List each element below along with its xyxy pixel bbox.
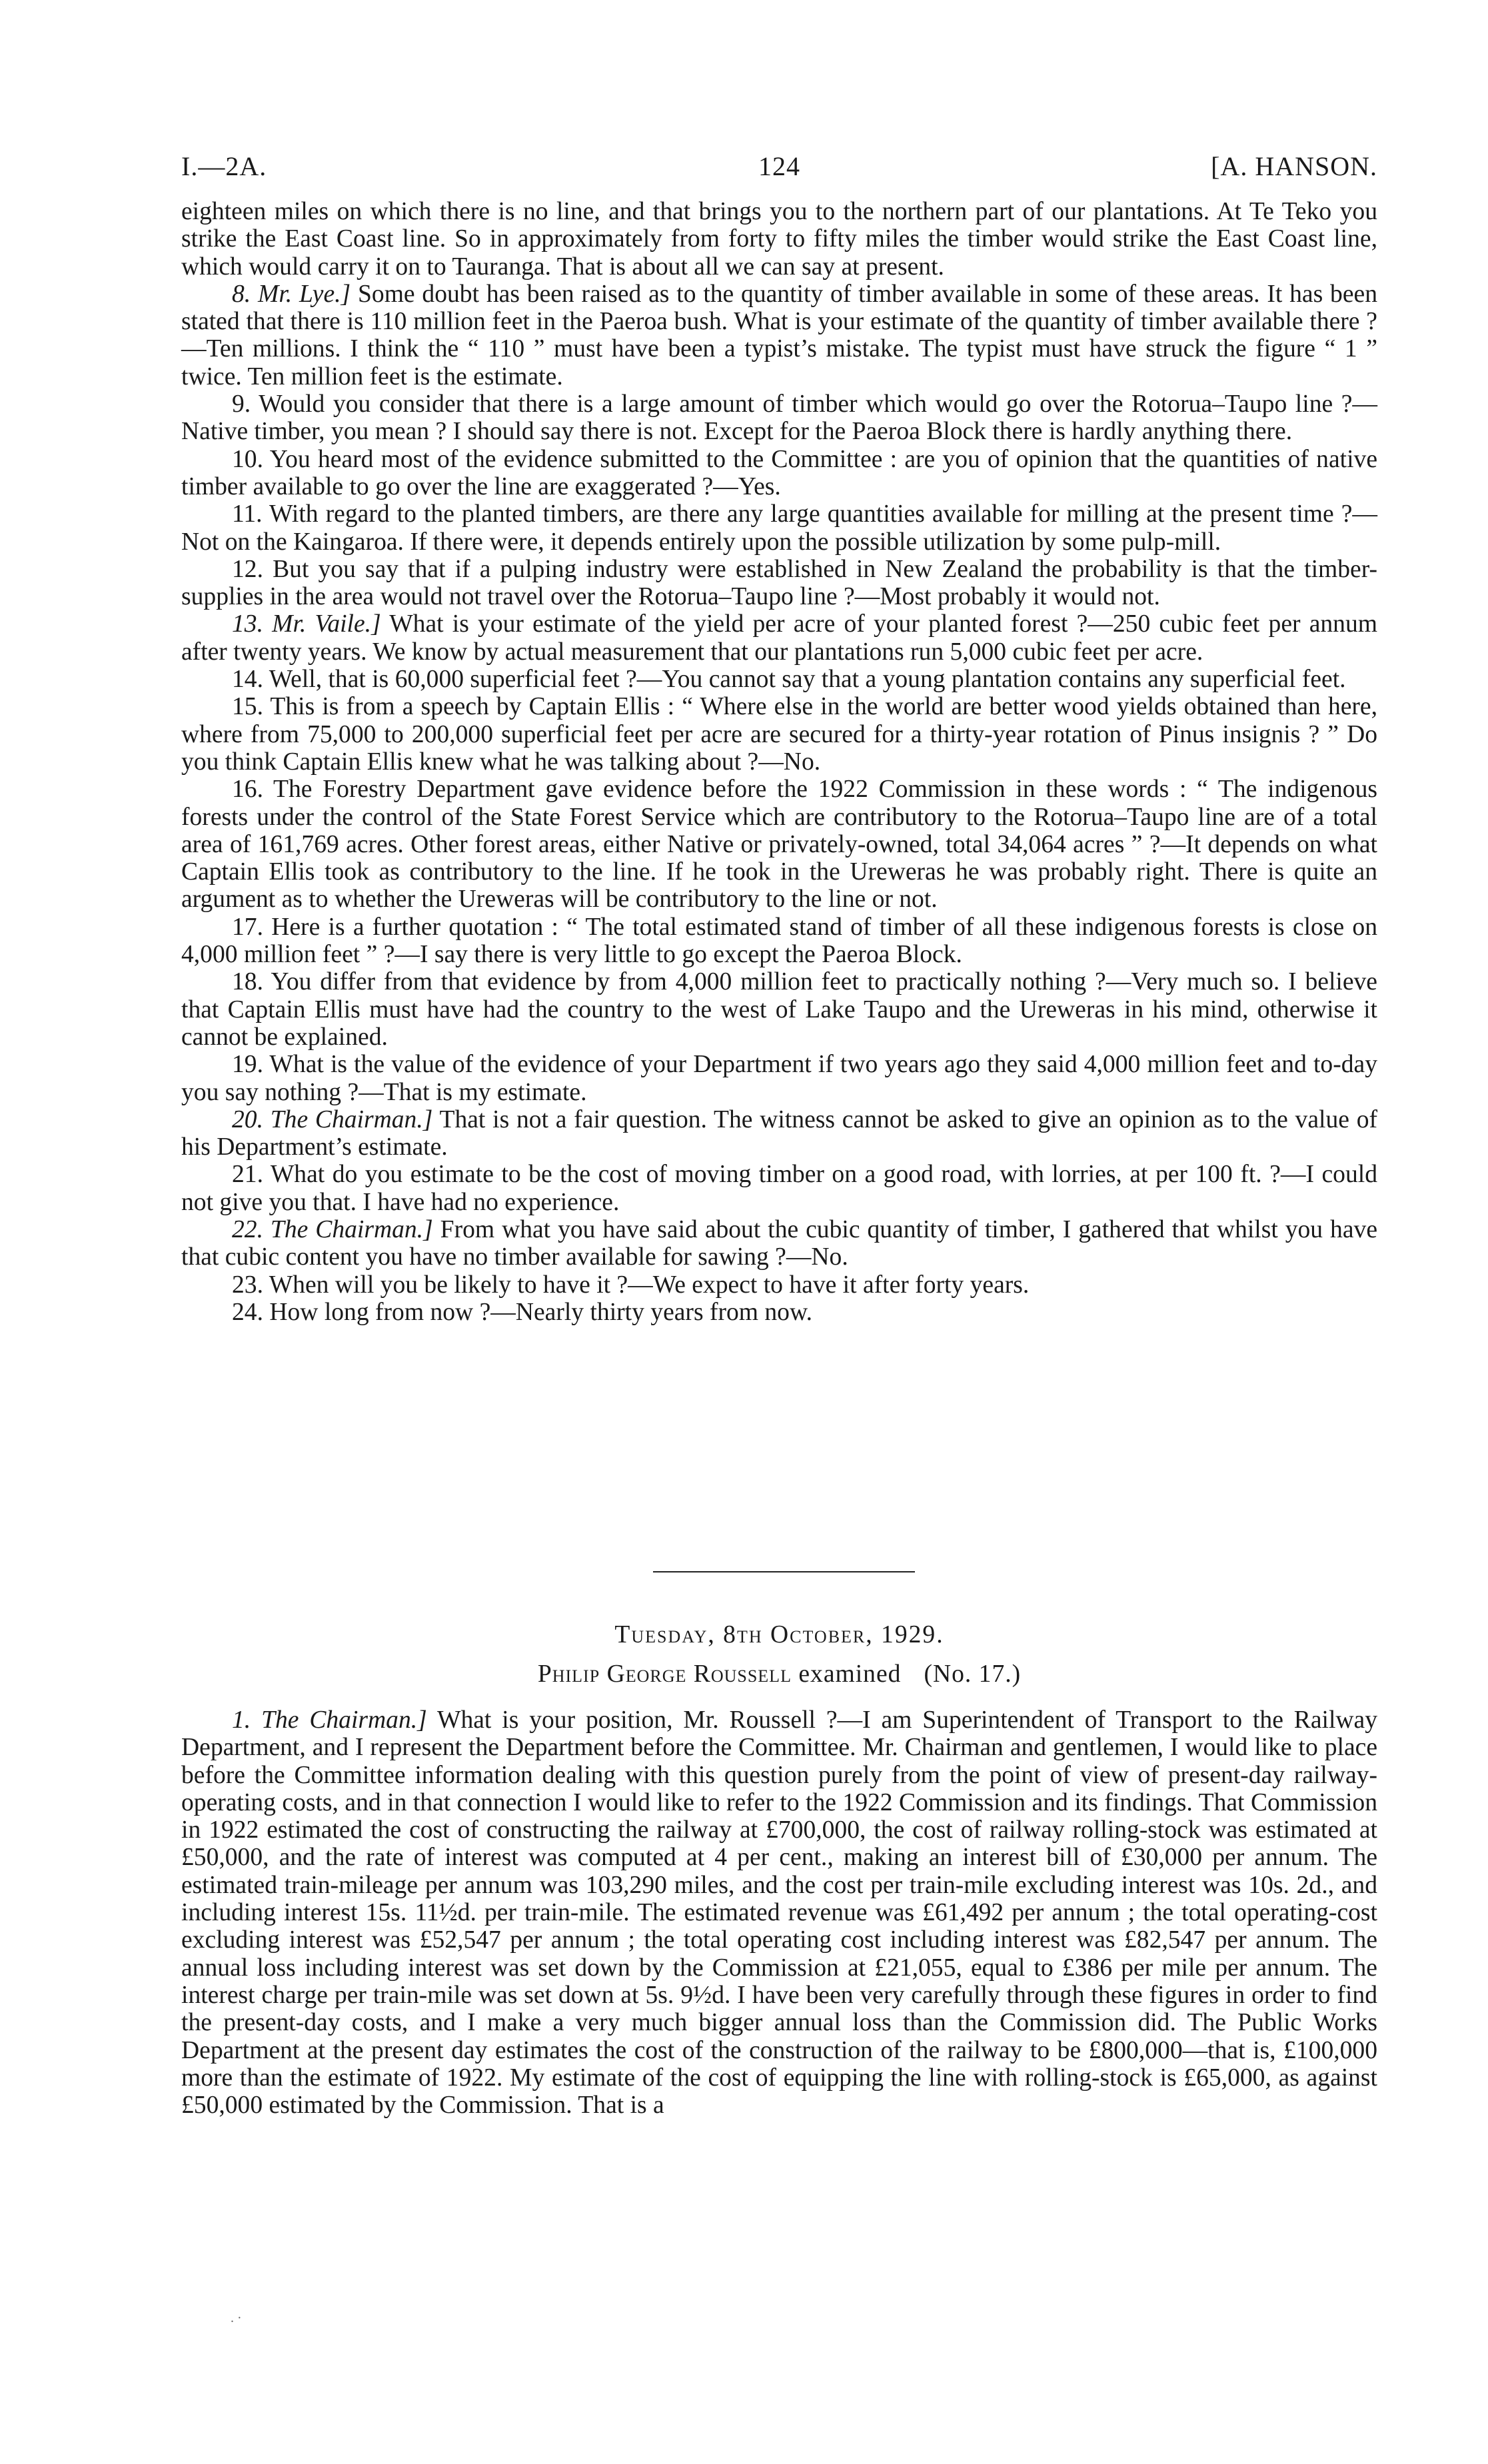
speaker-label: 8. Mr. Lye.] [232, 280, 351, 308]
paragraph [181, 914, 1377, 969]
speaker-label: 13. Mr. Vaile.] [232, 610, 381, 638]
paragraph-text: 23. When will you be likely to have it ?—We expect to have it after forty years. [232, 1271, 1030, 1299]
paragraph [181, 693, 1377, 776]
paragraph-text: 19. What is the value of the evidence of your Department if two years ago they said 4,000 million feet and to-day you say nothing ?—That is my estimate. [181, 1051, 1377, 1106]
speaker-label: 1. The Chairman.] [232, 1706, 427, 1734]
examined-label: examined [798, 1660, 902, 1688]
paragraph-text: That is not a fair question. The witness cannot be asked to give an opinion as to the value of his Department’s estimate. [181, 1105, 1378, 1161]
paragraph-text: 10. You heard most of the evidence submitted to the Committee : are you of opinion that the quantities of native timber available to go over the line are exaggerated ?—Yes. [181, 445, 1377, 500]
paragraph-text: 11. With regard to the planted timbers, are there any large quantities available for milling at the present time ?—Not on the Kaingaroa. If there were, it depends entirely upon the possible utilization by some pulp-mill. [181, 500, 1377, 556]
paragraph [181, 198, 1377, 281]
paragraph-text: 17. Here is a further quotation : “ The total estimated stand of timber of all these indigenous forests is close on 4,000 million feet ” ?—I say there is very little to go except the Paeroa Block. [181, 913, 1377, 969]
paragraph-text: 12. But you say that if a pulping industry were established in New Zealand the probability is that the timber-supplies in the area would not travel over the Rotorua–Taupo line ?—Most probably it would not. [181, 555, 1377, 611]
speaker-label: 22. The Chairman.] [232, 1215, 433, 1243]
paragraph [181, 390, 1377, 446]
paragraph [181, 1106, 1377, 1161]
paragraph [181, 610, 1377, 666]
paragraph-text: 16. The Forestry Department gave evidence before the 1922 Commission in these words : “ The indigenous forests under the control of the State Forest Service which are contributory to the Rotorua–Taupo line are of a total area of 161,769 acres. Other forest areas, either Native or privately-owned, total 34,064 acres ” ?—It depends on what Captain Ellis took as contributory to the line. If he took in the Ureweras he was probably right. There is quite an argument as to whether the Ureweras will be contributory to the line or not. [181, 776, 1377, 914]
witness-reference: [A. HANSON. [1211, 151, 1377, 181]
witness-number: (No. 17.) [924, 1660, 1022, 1688]
testimony-section-hanson [181, 198, 1377, 1326]
paragraph [181, 1216, 1377, 1271]
document-reference: I.—2A. [181, 151, 267, 181]
paragraph-text: 15. This is from a speech by Captain Ellis : “ Where else in the world are better wood yields obtained than here, where from 75,000 to 200,000 superficial feet per acre are secured for a thirty-year rotation of Pinus insignis ? ” Do you think Captain Ellis knew what he was talking about ?—No. [181, 693, 1377, 776]
witness-heading [181, 1660, 1377, 1688]
paragraph-text: What is your position, Mr. Roussell ?—I am Superintendent of Transport to the Railway Department, and I represent the Department before the Committee. Mr. Chairman and gentlemen, I would like to place before the Committee information dealing with this question purely from the point of view of present-day railway-operating costs, and in that connection I would like to refer to the 1922 Commission and its findings. That Commission in 1922 estimated the cost of constructing the railway at £700,000, the cost of railway rolling-stock was estimated at £50,000, and the rate of interest was computed at 4 per cent., making an interest bill of £30,000 per annum. The estimated train-mileage per annum was 103,290 miles, and the cost per train-mile excluding interest was 10s. 2d., and including interest 15s. 11½d. per train-mile. The estimated revenue was £61,492 per annum ; the total operating-cost excluding interest was £52,547 per annum ; the total operating cost including interest was £82,547 per annum. The annual loss including interest was set down by the Commission at £21,055, equal to £386 per mile per annum. The interest charge per train-mile was set down at 5s. 9½d. I have been very carefully through these figures in order to find the present-day costs, and I make a very much bigger annual loss than the Commission did. The Public Works Department at the present day estimates the cost of the construction of the railway to be £800,000—that is, £100,000 more than the estimate of 1922. My estimate of the cost of equipping the line with rolling-stock is £65,000, as against £50,000 estimated by the Commission. That is a [181, 1706, 1378, 2120]
paragraph [181, 446, 1377, 501]
paragraph-text: Some doubt has been raised as to the quantity of timber available in some of these areas. It has been stated that there is 110 million feet in the Paeroa bush. What is your estimate of the quantity of timber available there ?—Ten millions. I think the “ 110 ” must have been a typist’s mistake. The typist must have struck the figure “ 1 ” twice. Ten million feet is the estimate. [181, 280, 1377, 390]
scan-specks: . · [231, 2311, 242, 2325]
paragraph [181, 968, 1377, 1051]
paragraph-text: From what you have said about the cubic quantity of timber, I gathered that whilst you have that cubic content you have no timber available for sawing ?—No. [181, 1215, 1377, 1271]
speaker-label: 20. The Chairman.] [232, 1105, 433, 1133]
paragraph [181, 500, 1377, 556]
paragraph-text: What is your estimate of the yield per acre of your planted forest ?—250 cubic feet per annum after twenty years. We know by actual measurement that our plantations run 5,000 cubic feet per acre. [181, 610, 1377, 666]
hearing-date: Tuesday, 8th October, 1929. [614, 1621, 944, 1648]
paragraph [181, 1271, 1377, 1299]
paragraph [181, 281, 1377, 390]
witness-name: Philip George Roussell [537, 1660, 792, 1688]
section-divider-rule [653, 1571, 915, 1572]
paragraph-text: 24. How long from now ?—Nearly thirty years from now. [232, 1298, 813, 1326]
paragraph-text: 18. You differ from that evidence by from 4,000 million feet to practically nothing ?—Very much so. I believe that Captain Ellis must have had the country to the west of Lake Taupo and the Ureweras in his mind, otherwise it cannot be explained. [181, 968, 1377, 1051]
paragraph [181, 666, 1377, 693]
paragraph-text: 14. Well, that is 60,000 superficial feet ?—You cannot say that a young plantation contains any superficial feet. [232, 666, 1346, 694]
running-header [181, 151, 1377, 191]
page-number: 124 [758, 151, 800, 181]
paragraph-text: 9. Would you consider that there is a large amount of timber which would go over the Rotorua–Taupo line ?—Native timber, you mean ? I should say there is not. Except for the Paeroa Block there is hardly anything there. [181, 390, 1377, 446]
paragraph [181, 1299, 1377, 1326]
paragraph [181, 1051, 1377, 1106]
paragraph [181, 1706, 1377, 2119]
paragraph [181, 1161, 1377, 1216]
paragraph [181, 776, 1377, 913]
testimony-section-roussell [181, 1706, 1377, 2119]
paragraph-text: eighteen miles on which there is no line, and that brings you to the northern part of our plantations. At Te Teko you strike the East Coast line. So in approximately from forty to fifty miles the timber would strike the East Coast line, which would carry it on to Tauranga. That is about all we can say at present. [181, 198, 1377, 281]
paragraph [181, 556, 1377, 611]
paragraph-text: 21. What do you estimate to be the cost of moving timber on a good road, with lorries, at per 100 ft. ?—I could not give you that. I have had no experience. [181, 1161, 1377, 1216]
